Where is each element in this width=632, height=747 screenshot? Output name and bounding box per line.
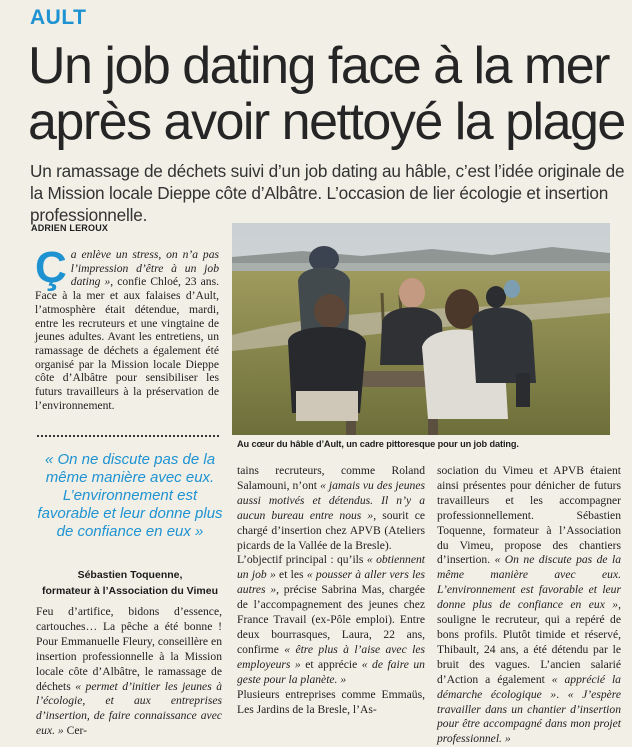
col3-text-a: sociation du Vimeu et APVB étaient ainsi présentes pour dénicher de futurs travailleurs et les accompagner professionnellement. Sébastien Toquenne, formateur à l’Association du Vimeu, propose des chantiers d’insertion. (437, 464, 621, 567)
col2-paragraph-1 (237, 464, 425, 553)
col2-paragraph-2 (237, 553, 425, 687)
drop-cap: Ç (35, 243, 67, 292)
col2-text-f: et apprécie (300, 657, 362, 671)
byline: ADRIEN LEROUX (31, 223, 109, 233)
col2-quote-b: « obtiennent un job » (237, 553, 426, 582)
col3-text-c: . (556, 687, 568, 701)
col2-paragraph-3: Plusieurs entreprises comme Emmaüs, Les Jardins de la Bresle, l’As- (237, 687, 425, 716)
dotted-divider (37, 435, 219, 437)
body-column-3 (437, 464, 621, 747)
col2-text-d: et les (275, 568, 307, 582)
body-column-1 (36, 605, 222, 739)
col3-quote-a: « On ne discute pas de la même manière avec eux. L’environnement est favorable et leur donne plus de confiance en eux » (437, 553, 621, 612)
col2-quote-a: « jamais vu des jeunes aussi motivés et détendus. Il n’y a aucun bureau entre nous » (237, 478, 425, 522)
col3-quote-b: « apprécié la démarche écologique » (437, 672, 621, 701)
pull-quote: « On ne discute pas de la même manière avec eux. L’environnement est favorable et leur donne plus de confiance en eux » (37, 451, 223, 540)
col3-text-b: , souligne le recruteur, qui a repéré de bons profils. Plutôt timide et réservé, Thibault, 24 ans, a été détendu par le bruit des vagues. L’ancien salarié d’Action a également (437, 598, 621, 686)
pull-quote-role: formateur à l’Association du Vimeu (41, 585, 218, 597)
article-photo (232, 223, 610, 435)
col2-text-b: , sourit ce chargé d’insertion chez APVB (Ateliers picards de la Vallée de la Bresle). (237, 508, 425, 552)
intro-quote: a enlève un stress, on n’a pas l’impression d’être à un job dating » (70, 248, 219, 289)
col3-paragraph (437, 464, 621, 747)
col2-text-e: , précise Sabrina Mas, chargée de l’accompagnement des jeunes chez France Travail (ex-Pôle emploi). Entre deux bourrasques, Laura, 22 ans, confirme (237, 583, 426, 656)
col1-paragraph (36, 605, 222, 739)
headline-line-2: après avoir nettoyé la plage (28, 93, 625, 151)
body-column-2 (237, 464, 425, 717)
col2-quote-d: « être plus à l’aise avec les employeurs » (237, 642, 425, 671)
col2-quote-c: « pousser à aller vers les autres » (237, 568, 425, 597)
pull-quote-author: Sébastien Toquenne, (77, 569, 183, 581)
col1-text: Feu d’artifice, bidons d’essence, cartouches… La pêche a été bonne ! Pour Emmanuelle Fleury, conseillère en insertion professionnelle à la Mission locale côte d’Albâtre, le ramassage de déchets (36, 605, 222, 693)
section-rubric: AULT (30, 6, 87, 29)
photo-caption: Au cœur du hâble d’Ault, un cadre pittoresque pour un job dating. (237, 439, 519, 449)
col2-text-c: L’objectif principal : qu’ils (237, 553, 367, 567)
col2-quote-e: « de faire un geste pour la planète. » (237, 657, 425, 686)
headline-line-1: Un job dating face à la mer (28, 37, 609, 95)
headline (28, 38, 628, 150)
col2-text-a: tains recruteurs, comme Roland Salamouni, n’ont (237, 464, 425, 492)
intro-text: , confie Chloé, 23 ans. Face à la mer et aux falaises d’Ault, l’atmosphère était détendue, mardi, entre les recruteurs et une vingtaine de jeunes adultes. Avant les entretiens, un ramassage de déchets a également été organisé par la Mission locale Dieppe côte d’Albâtre pour sensibiliser les futurs travailleurs à la préservation de l’environnement. (35, 275, 220, 412)
intro-paragraph (35, 243, 220, 412)
col3-quote-c: « J’espère travailler dans un chantier d’insertion pour être accompagné dans mon projet professionnel. » (437, 687, 621, 746)
col1-end: Cer- (63, 724, 87, 738)
col1-quote: « permet d’initier les jeunes à l’écologie, et aux entreprises d’insertion, de faire connaissance avec eux. » (36, 679, 222, 738)
lede: Un ramassage de déchets suivi d’un job dating au hâble, c’est l’idée originale de la Mission locale Dieppe côte d’Albâtre. L’occasion de lier écologie et insertion professionnelle. (30, 161, 625, 225)
pull-quote-attribution (36, 567, 224, 599)
